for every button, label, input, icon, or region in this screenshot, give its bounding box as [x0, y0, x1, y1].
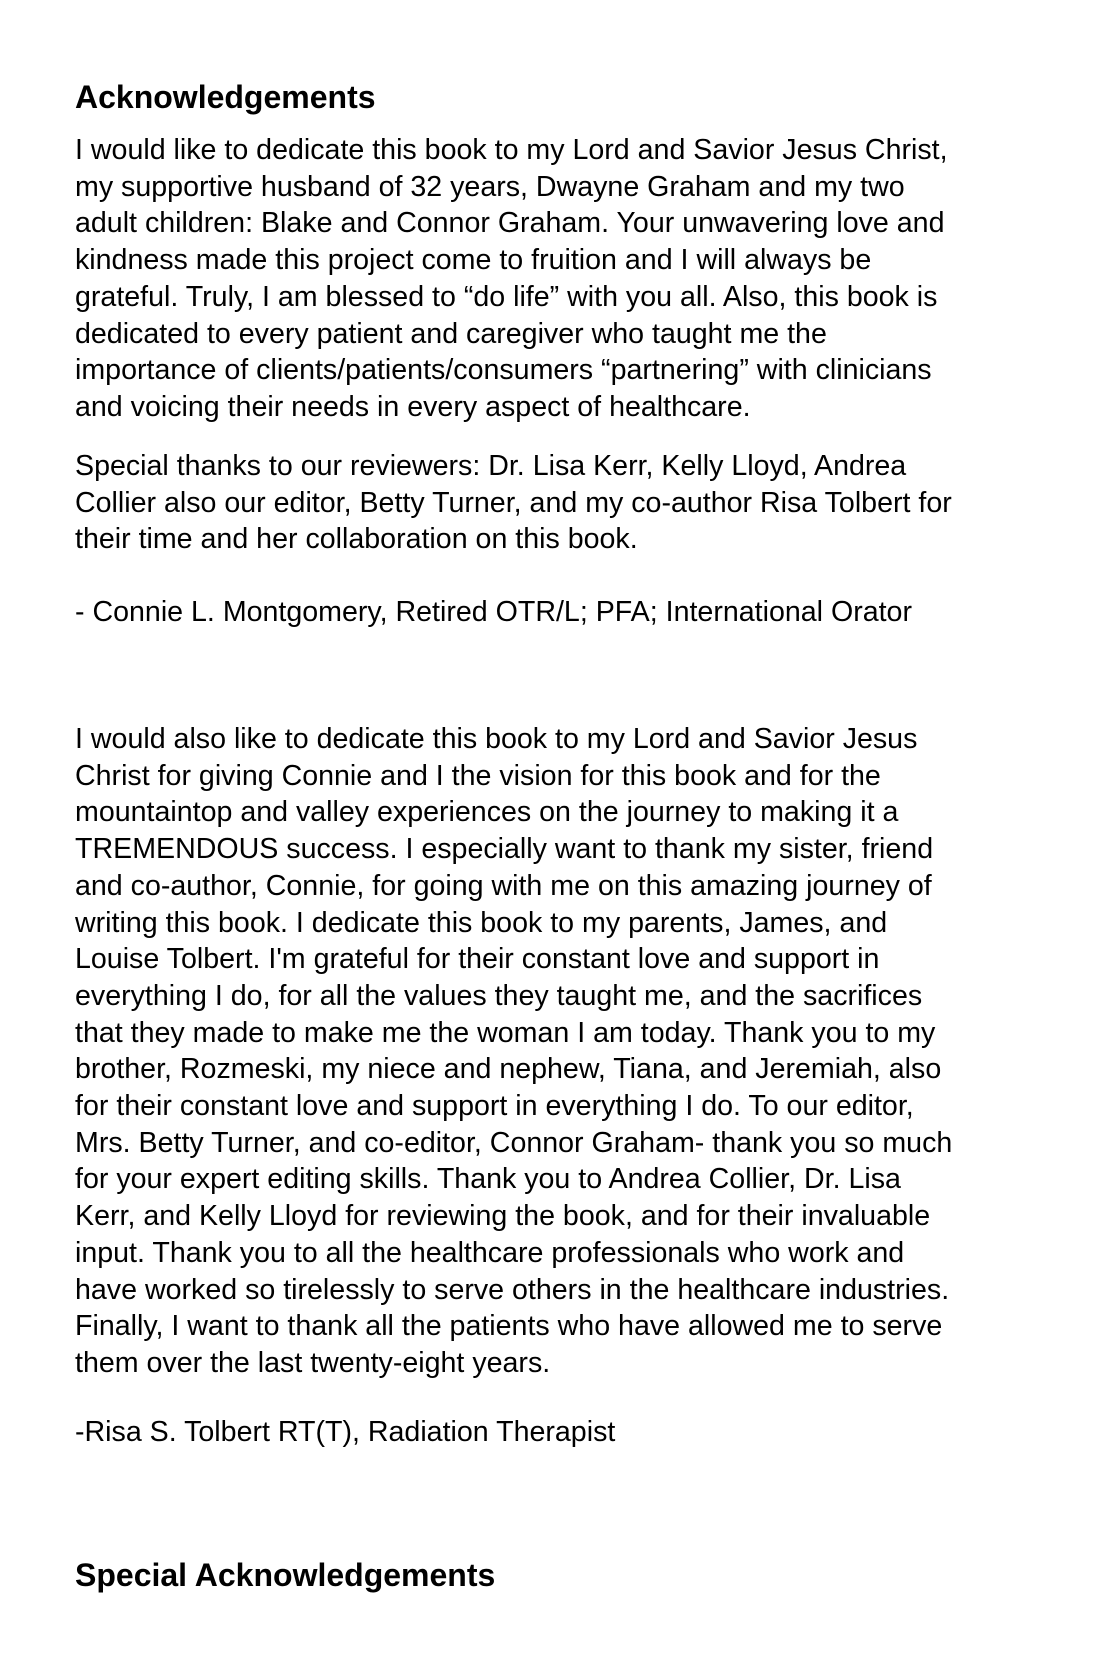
special-acknowledgements-heading: Special Acknowledgements — [75, 1557, 496, 1593]
text-line: everything I do, for all the values they taught me, and the sacrifices — [75, 979, 923, 1012]
text-line: I would also like to dedicate this book to my Lord and Savior Jesus — [75, 723, 918, 755]
text-line: Mrs. Betty Turner, and co-editor, Connor Graham- thank you so much — [75, 1126, 953, 1159]
text-line: them over the last twenty-eight years. — [75, 1346, 551, 1379]
text-line: grateful. Truly, I am blessed to “do life” with you all. Also, this book is — [75, 280, 938, 313]
text-line: Kerr, and Kelly Lloyd for reviewing the book, and for their invaluable — [75, 1200, 931, 1233]
text-line: and co-author, Connie, for going with me on this amazing journey of — [75, 869, 932, 902]
text-line: I would like to dedicate this book to my Lord and Savior Jesus Christ, — [75, 134, 948, 166]
text-line: their time and her collaboration on this book. — [75, 523, 638, 556]
text-line: for your expert editing skills. Thank you to Andrea Collier, Dr. Lisa — [75, 1163, 901, 1196]
text-line: have worked so tirelessly to serve others in the healthcare industries. — [75, 1273, 950, 1306]
text-line: my supportive husband of 32 years, Dwayne Graham and my two — [75, 170, 905, 203]
text-line: Finally, I want to thank all the patients who have allowed me to serve — [75, 1310, 943, 1343]
text-line: Louise Tolbert. I'm grateful for their constant love and support in — [75, 943, 880, 976]
text-line: importance of clients/patients/consumers “partnering” with clinicians — [75, 354, 932, 387]
text-line: and voicing their needs in every aspect of healthcare. — [75, 390, 751, 423]
text-line: adult children: Blake and Connor Graham. Your unwavering love and — [75, 207, 945, 240]
text-line: writing this book. I dedicate this book to my parents, James, and — [75, 906, 888, 939]
dedication-paragraph-connie — [75, 132, 948, 426]
text-line: dedicated to every patient and caregiver who taught me the — [75, 317, 827, 350]
acknowledgements-heading: Acknowledgements — [75, 79, 376, 115]
text-line: mountaintop and valley experiences on the journey to making it a — [75, 796, 899, 829]
text-line: Special thanks to our reviewers: Dr. Lisa Kerr, Kelly Lloyd, Andrea — [75, 450, 907, 482]
signature-risa: -Risa S. Tolbert RT(T), Radiation Therapist — [75, 1416, 616, 1448]
text-line: input. Thank you to all the healthcare professionals who work and — [75, 1236, 905, 1269]
text-line: Collier also our editor, Betty Turner, and my co-author Risa Tolbert for — [75, 486, 952, 519]
dedication-paragraph-risa — [75, 721, 952, 1382]
text-line: TREMENDOUS success. I especially want to thank my sister, friend — [75, 833, 934, 866]
text-line: kindness made this project come to fruition and I will always be — [75, 244, 872, 277]
text-line: for their constant love and support in everything I do. To our editor, — [75, 1090, 914, 1123]
text-line: Christ for giving Connie and I the vision for this book and for the — [75, 759, 881, 792]
signature-connie: - Connie L. Montgomery, Retired OTR/L; PFA; International Orator — [75, 596, 912, 628]
special-thanks-paragraph — [75, 448, 952, 558]
text-line: brother, Rozmeski, my niece and nephew, Tiana, and Jeremiah, also — [75, 1053, 942, 1086]
text-line: that they made to make me the woman I am today. Thank you to my — [75, 1016, 936, 1049]
